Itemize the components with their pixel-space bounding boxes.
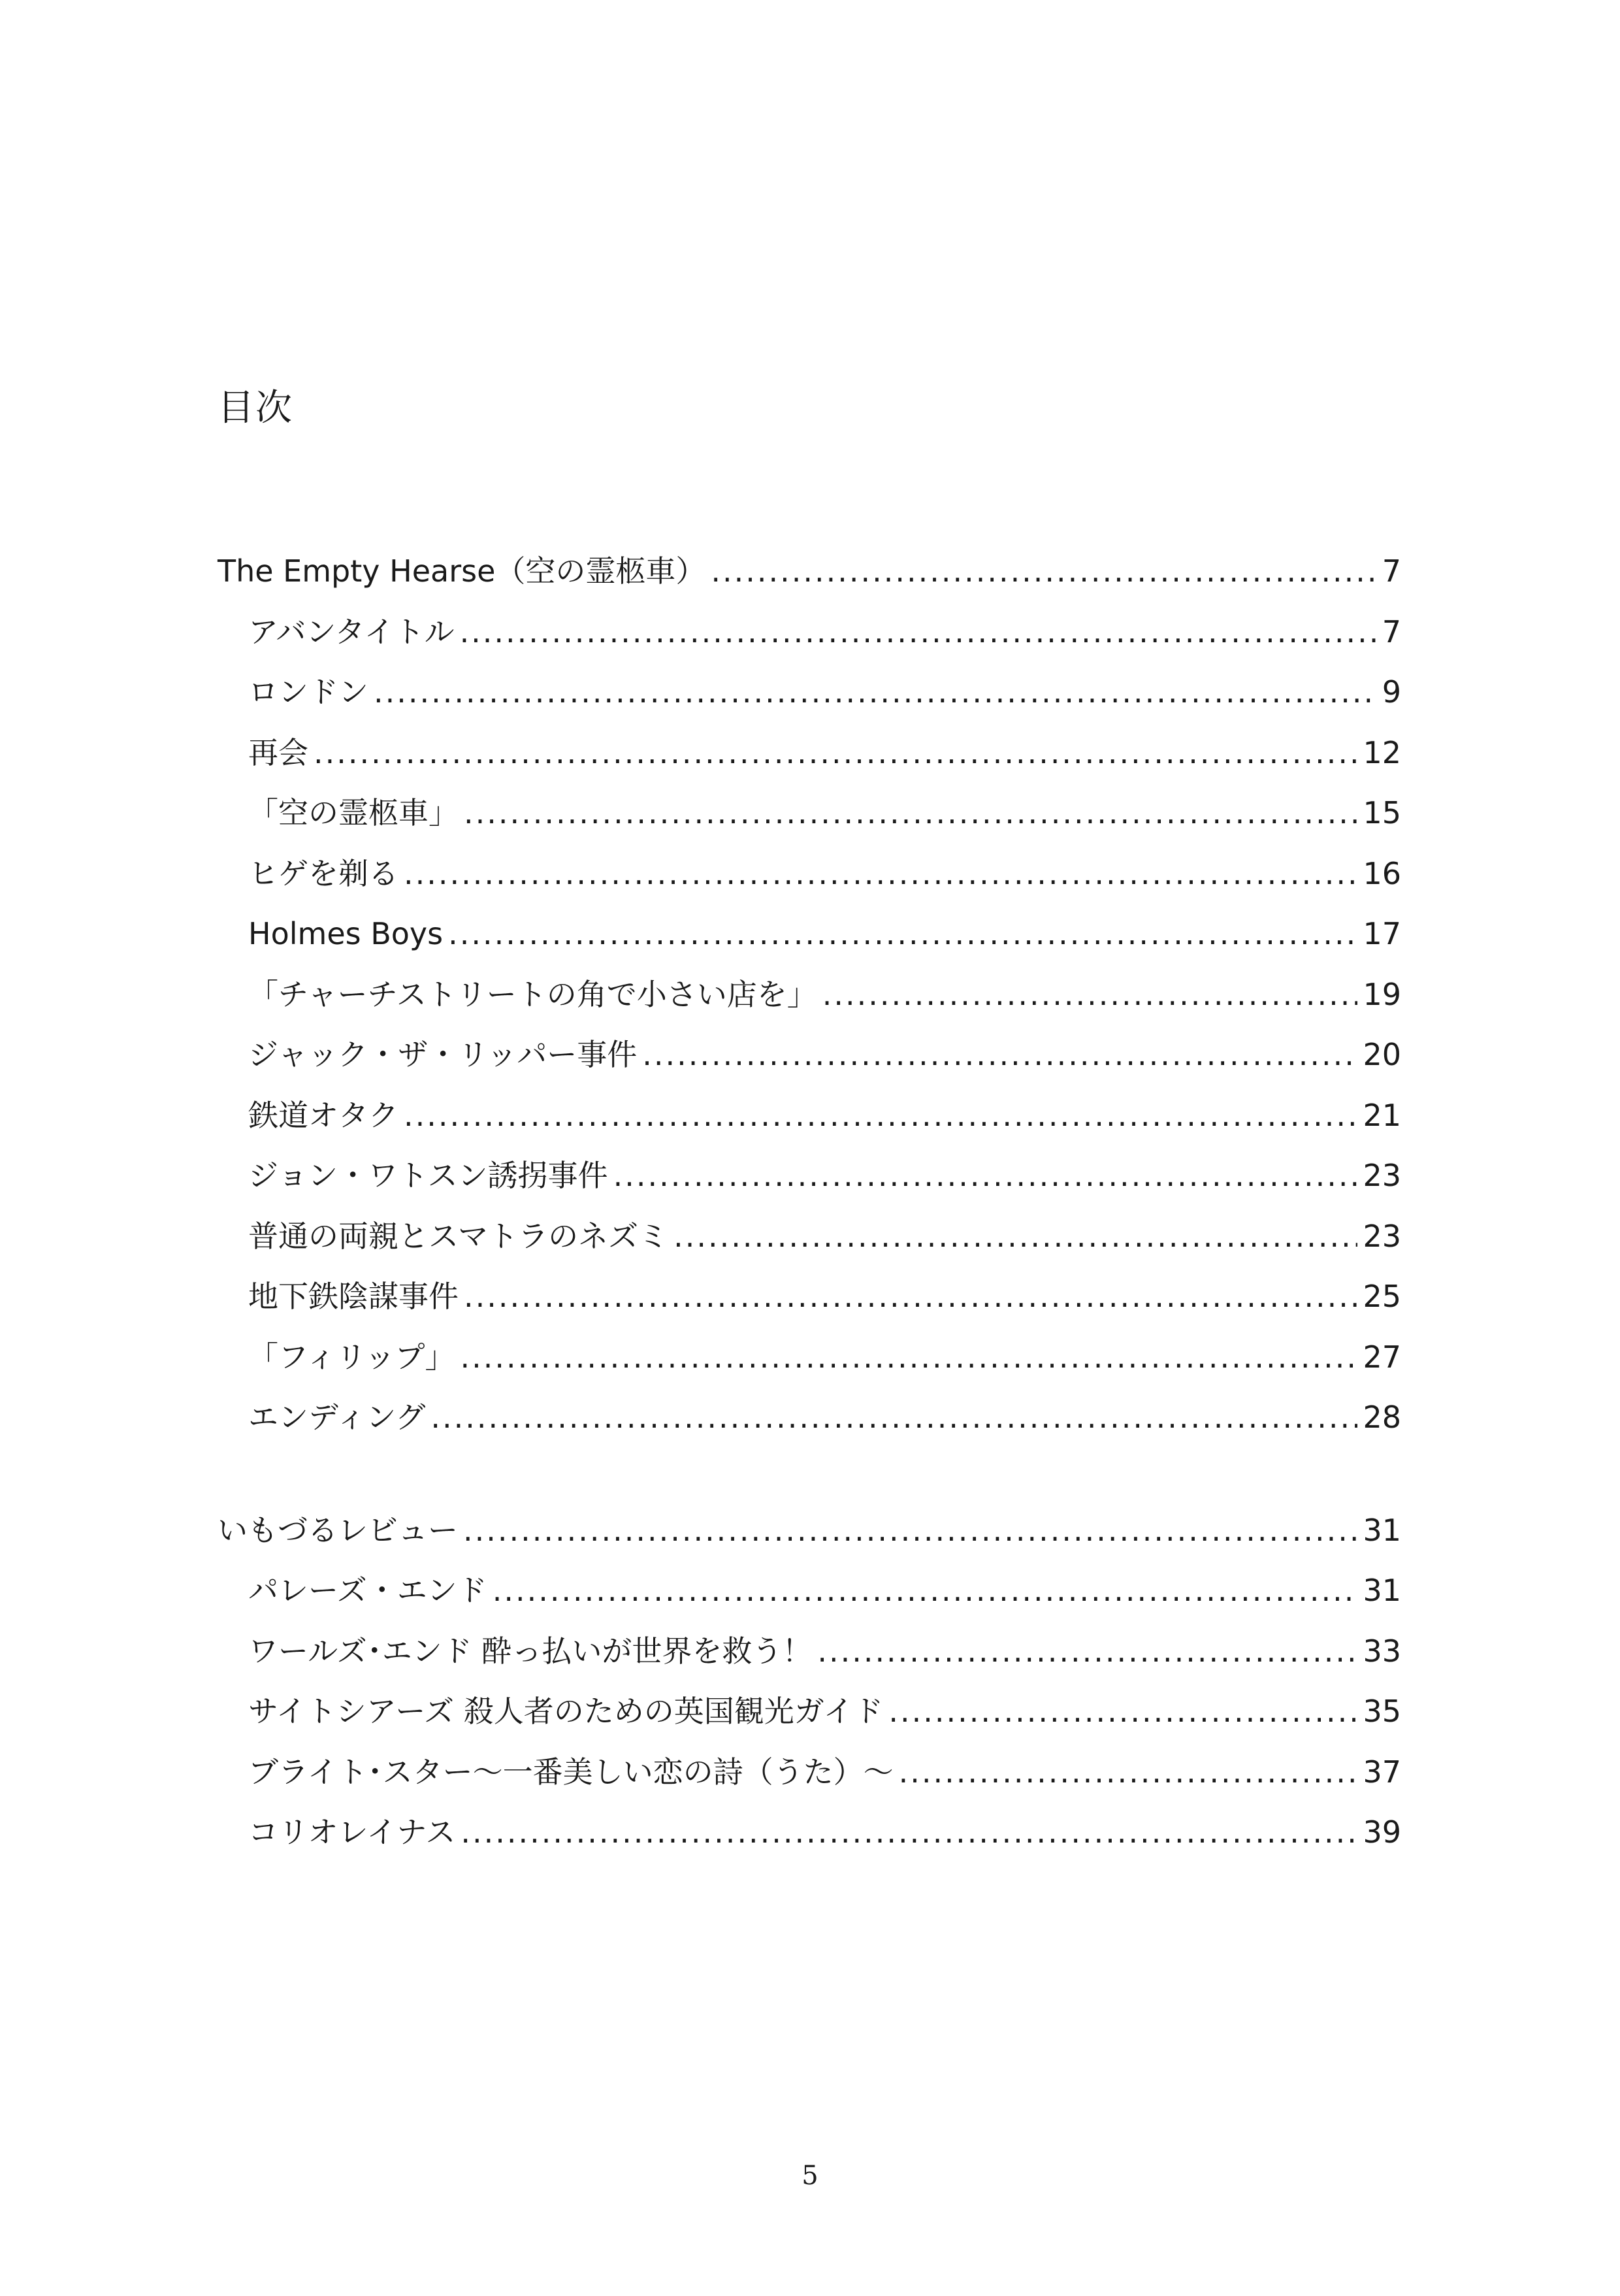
toc-entry[interactable] — [218, 1206, 1401, 1267]
toc-entry[interactable] — [218, 602, 1401, 663]
dot-leader — [464, 783, 1357, 844]
toc-label: ジョン・ワトスン誘拐事件 — [248, 1158, 608, 1193]
toc-label: 「空の霊柩車」 — [248, 795, 459, 830]
toc-label: パレーズ・エンド — [248, 1573, 487, 1608]
toc-page-number: 25 — [1363, 1279, 1401, 1314]
toc-label: 再会 — [248, 734, 308, 770]
toc-entry[interactable] — [218, 904, 1401, 964]
toc-label: 普通の両親とスマトラのネズミ — [248, 1218, 669, 1254]
toc-page-number: 33 — [1363, 1633, 1401, 1669]
dot-leader — [888, 1681, 1357, 1742]
toc-entry[interactable] — [218, 964, 1401, 1025]
toc-label: 「チャーチストリートの角で小さい店を」 — [248, 976, 817, 1012]
toc-entry[interactable] — [218, 1145, 1401, 1206]
dot-leader — [460, 1327, 1357, 1388]
dot-leader — [673, 1206, 1357, 1267]
toc-page-number: 35 — [1363, 1694, 1401, 1729]
toc-page-number: 23 — [1363, 1158, 1401, 1193]
toc-entry[interactable] — [218, 1802, 1401, 1863]
dot-leader — [430, 1387, 1357, 1448]
toc-entry[interactable] — [218, 1560, 1401, 1621]
dot-leader — [448, 904, 1357, 964]
toc-page-number: 37 — [1363, 1754, 1401, 1790]
toc-entry[interactable] — [218, 1621, 1401, 1682]
toc-heading[interactable] — [218, 541, 1401, 602]
dot-leader — [463, 1500, 1357, 1561]
table-of-contents — [218, 541, 1401, 1863]
toc-section-imozuru-review — [218, 1500, 1401, 1863]
toc-entry[interactable] — [218, 844, 1401, 904]
toc-label: ロンドン — [248, 674, 368, 710]
toc-page-number: 21 — [1363, 1097, 1401, 1133]
toc-label: 「フィリップ」 — [248, 1339, 455, 1375]
dot-leader — [613, 1145, 1358, 1206]
dot-leader — [642, 1025, 1357, 1085]
toc-page-number: 19 — [1363, 976, 1401, 1012]
toc-label: ジャック・ザ・リッパー事件 — [248, 1037, 638, 1072]
dot-leader — [817, 1621, 1357, 1682]
dot-leader — [464, 1266, 1357, 1327]
toc-page-number: 7 — [1382, 553, 1401, 589]
toc-entry[interactable] — [218, 1742, 1401, 1803]
dot-leader — [314, 723, 1357, 783]
dot-leader — [822, 964, 1358, 1025]
toc-entry[interactable] — [218, 1387, 1401, 1448]
toc-label: ワールズ･エンド 酔っ払いが世界を救う！ — [248, 1633, 813, 1669]
toc-entry[interactable] — [218, 1327, 1401, 1388]
toc-page-number: 12 — [1363, 734, 1401, 770]
toc-heading[interactable] — [218, 1500, 1401, 1561]
toc-label: The Empty Hearse（空の霊柩車） — [218, 553, 706, 589]
toc-page-number: 9 — [1382, 674, 1401, 710]
toc-page-number: 31 — [1363, 1512, 1401, 1548]
dot-leader — [899, 1742, 1358, 1803]
toc-label: ブライト･スター～一番美しい恋の詩（うた）～ — [248, 1754, 894, 1790]
toc-page-number: 20 — [1363, 1037, 1401, 1072]
toc-label: Holmes Boys — [248, 916, 444, 951]
dot-leader — [493, 1560, 1358, 1621]
dot-leader — [374, 662, 1376, 723]
dot-leader — [711, 541, 1376, 602]
toc-label: ヒゲを剃る — [248, 855, 398, 891]
toc-section-empty-hearse — [218, 541, 1401, 1448]
dot-leader — [460, 602, 1376, 663]
dot-leader — [404, 844, 1357, 904]
dot-leader — [404, 1085, 1357, 1146]
toc-label: 地下鉄陰謀事件 — [248, 1279, 459, 1314]
toc-entry[interactable] — [218, 662, 1401, 723]
toc-page-number: 23 — [1363, 1218, 1401, 1254]
page-title: 目次 — [218, 387, 293, 429]
toc-entry[interactable] — [218, 1085, 1401, 1146]
toc-page-number: 15 — [1363, 795, 1401, 830]
toc-entry[interactable] — [218, 783, 1401, 844]
toc-entry[interactable] — [218, 723, 1401, 783]
toc-page-number: 39 — [1363, 1814, 1401, 1850]
toc-page-number: 7 — [1382, 614, 1401, 649]
toc-page-number: 17 — [1363, 916, 1401, 951]
toc-label: コリオレイナス — [248, 1814, 456, 1850]
toc-entry[interactable] — [218, 1681, 1401, 1742]
toc-label: 鉄道オタク — [248, 1097, 398, 1133]
toc-page-number: 31 — [1363, 1573, 1401, 1608]
toc-label: エンディング — [248, 1400, 426, 1435]
toc-page-number: 27 — [1363, 1339, 1401, 1375]
toc-page-number: 16 — [1363, 855, 1401, 891]
toc-label: いもづるレビュー — [218, 1512, 458, 1548]
toc-page-number: 28 — [1363, 1400, 1401, 1435]
toc-entry[interactable] — [218, 1266, 1401, 1327]
page-number: 5 — [802, 2161, 818, 2191]
dot-leader — [461, 1802, 1357, 1863]
toc-label: サイトシアーズ 殺人者のための英国観光ガイド — [248, 1694, 884, 1729]
toc-entry[interactable] — [218, 1025, 1401, 1085]
toc-label: アバンタイトル — [248, 614, 455, 649]
